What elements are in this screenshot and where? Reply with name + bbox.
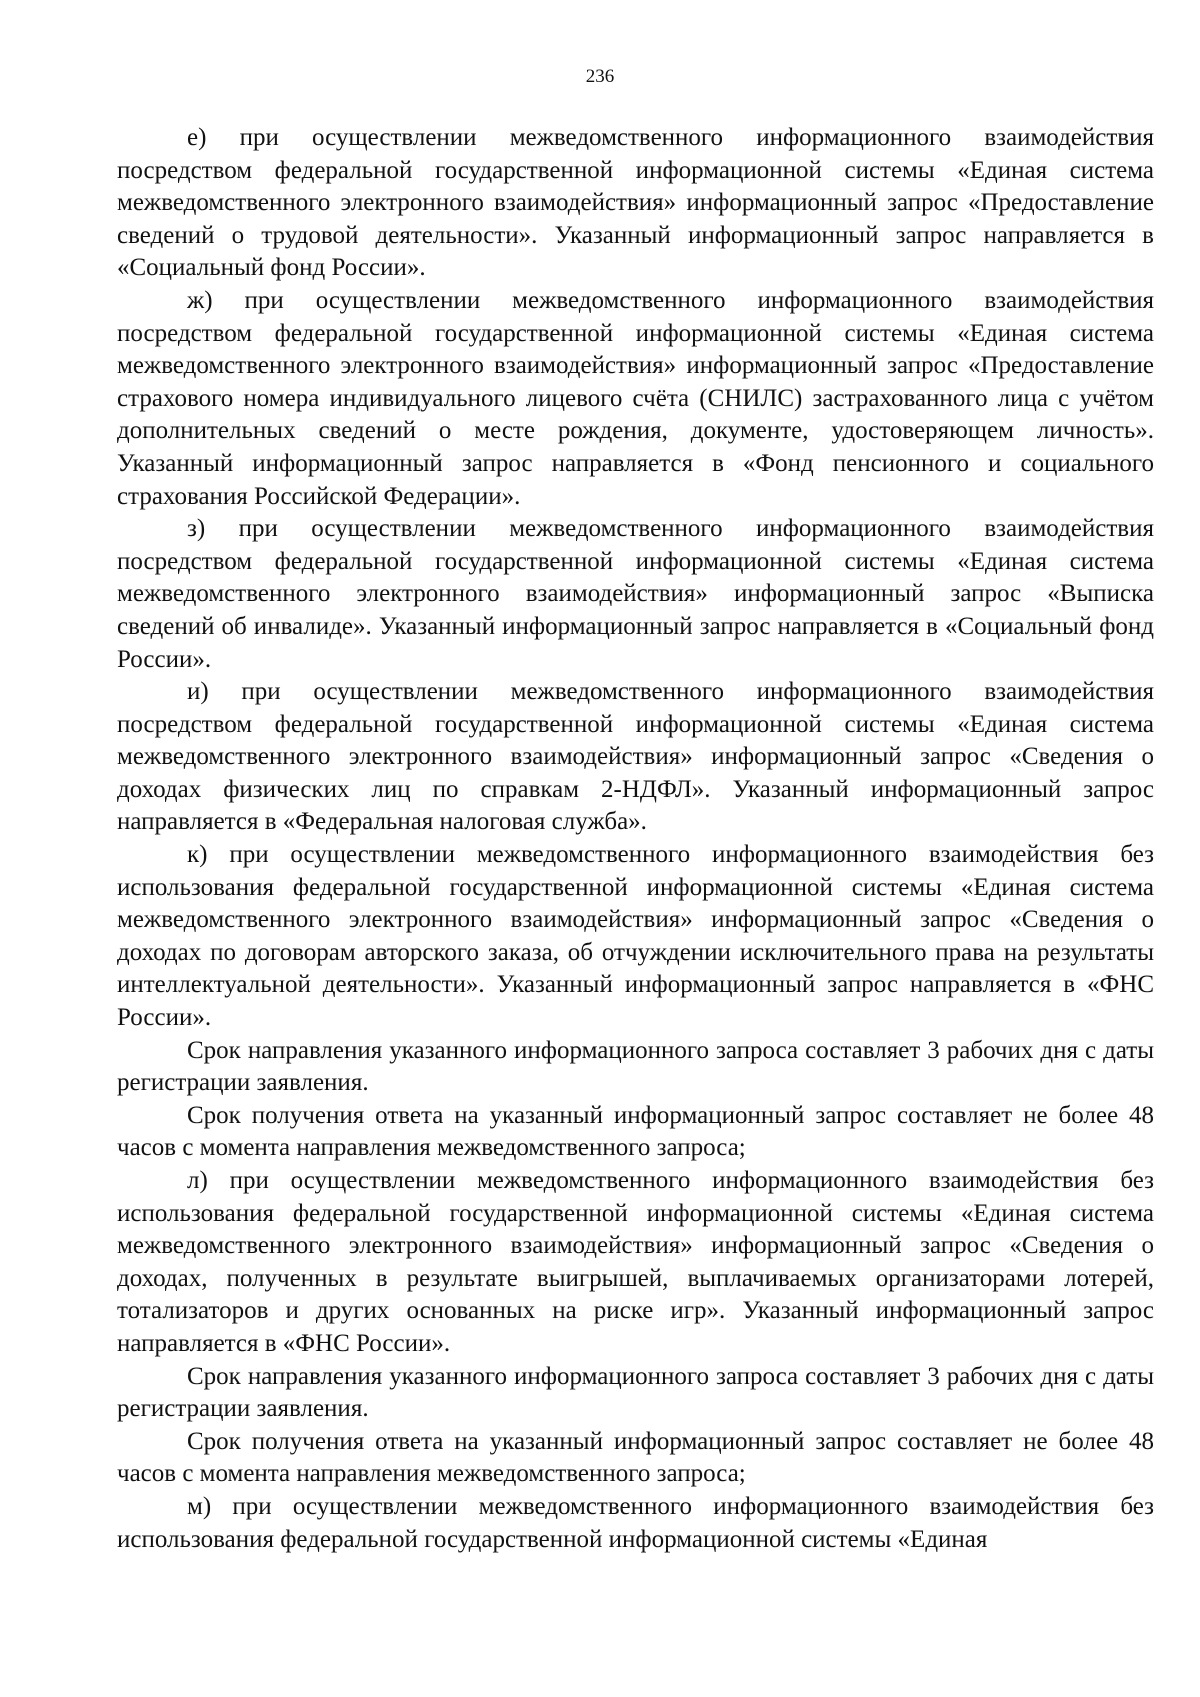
paragraph-e: е) при осуществлении межведомственного информационного взаимодействия посредством федеральной государственной информационной системы «Единая система межведомственного электронного взаимодействия» информационный запрос «Предоставление сведений о трудовой деятельности». Указанный информационный запрос направляется в «Социальный фонд России». [117, 124, 1154, 282]
document-body [117, 122, 1154, 1556]
paragraph-l-send-term: Срок направления указанного информационного запроса составляет 3 рабочих дня с даты регистрации заявления. [117, 1362, 1154, 1423]
paragraph-zh: ж) при осуществлении межведомственного информационного взаимодействия посредством федеральной государственной информационной системы «Единая система межведомственного электронного взаимодействия» информационный запрос «Предоставление страхового номера индивидуального лицевого счёта (СНИЛС) застрахованного лица с учётом дополнительных сведений о месте рождения, документе, удостоверяющем личность». Указанный информационный запрос направляется в «Фонд пенсионного и социального страхования Российской Федерации». [117, 286, 1154, 510]
paragraph-l: л) при осуществлении межведомственного информационного взаимодействия без использования федеральной государственной информационной системы «Единая система межведомственного электронного взаимодействия» информационный запрос «Сведения о доходах, полученных в результате выигрышей, выплачиваемых организаторами лотерей, тотализаторов и других основанных на риске игр». Указанный информационный запрос направляется в «ФНС России». [117, 1167, 1154, 1357]
paragraph-m: м) при осуществлении межведомственного информационного взаимодействия без использования федеральной государственной информационной системы «Единая [117, 1492, 1154, 1553]
paragraph-k-send-term: Срок направления указанного информационного запроса составляет 3 рабочих дня с даты регистрации заявления. [117, 1036, 1154, 1097]
paragraph-z: з) при осуществлении межведомственного информационного взаимодействия посредством федеральной государственной информационной системы «Единая система межведомственного электронного взаимодействия» информационный запрос «Выписка сведений об инвалиде». Указанный информационный запрос направляется в «Социальный фонд России». [117, 515, 1154, 673]
paragraph-i: и) при осуществлении межведомственного информационного взаимодействия посредством федеральной государственной информационной системы «Единая система межведомственного электронного взаимодействия» информационный запрос «Сведения о доходах физических лиц по справкам 2-НДФЛ». Указанный информационный запрос направляется в «Федеральная налоговая служба». [117, 678, 1154, 836]
page-number: 236 [585, 66, 615, 87]
paragraph-k-response-term: Срок получения ответа на указанный информационный запрос составляет не более 48 часов с момента направления межведомственного запроса; [117, 1101, 1154, 1162]
paragraph-k: к) при осуществлении межведомственного информационного взаимодействия без использования федеральной государственной информационной системы «Единая система межведомственного электронного взаимодействия» информационный запрос «Сведения о доходах по договорам авторского заказа, об отчуждении исключительного права на результаты интеллектуальной деятельности». Указанный информационный запрос направляется в «ФНС России». [117, 841, 1154, 1032]
paragraph-l-response-term: Срок получения ответа на указанный информационный запрос составляет не более 48 часов с момента направления межведомственного запроса; [117, 1427, 1154, 1488]
